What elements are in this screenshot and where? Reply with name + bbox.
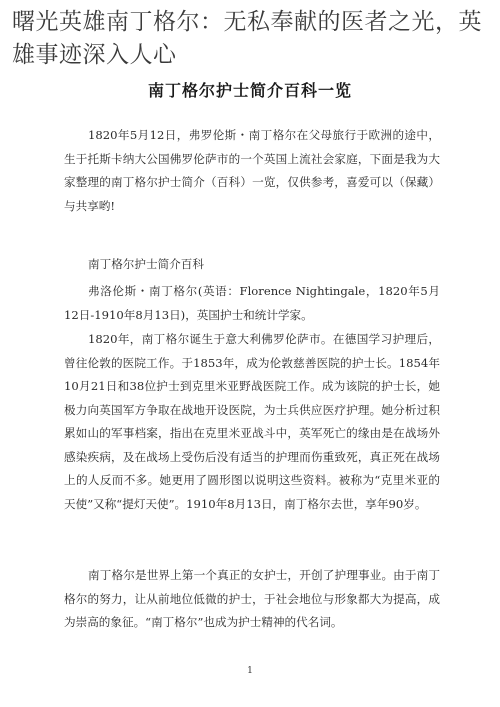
intro-paragraph: 1820年5月12日，弗罗伦斯・南丁格尔在父母旅行于欧洲的途中，生于托斯卡纳大公国佛罗伦萨市的一个英国上流社会家庭，下面是我为大家整理的南丁格尔护士简介（百科）一览，仅供参考，喜爱可以（保藏）与共享哟! <box>64 128 440 213</box>
section-heading: 南丁格尔护士简介百科 <box>88 257 204 271</box>
document-page <box>0 76 500 707</box>
biography-paragraph: 1820年，南丁格尔诞生于意大利佛罗伦萨市。在德国学习护理后，曾往伦敦的医院工作。于1853年，成为伦敦慈善医院的护士长。1854年10月21日和38位护士到克里米亚野战医院工作。成为该院的护士长，她极力向英国军方争取在战地开设医院，为士兵供应医疗护理。她分析过积累如山的军事档案，指出在克里米亚战斗中，英军死亡的缘由是在战场外感染疾病，及在战场上受伤后没有适当的护理而伤重致死，真正死在战场上的人反而不多。她更用了圆形图以说明这些资料。被称为“克里米亚的天使”又称“提灯天使”。1910年8月13日，南丁格尔去世，享年90岁。 <box>64 332 440 511</box>
document-title: 南丁格尔护士简介百科一览 <box>147 81 352 100</box>
definition-paragraph: 弗洛伦斯・南丁格尔(英语：Florence Nightingale，1820年5月12日-1910年8月13日)，英国护士和统计学家。 <box>64 284 440 322</box>
page-number: 1 <box>247 666 253 676</box>
article-headline: 曙光英雄南丁格尔：无私奉献的医者之光，英雄事迹深入人心 <box>12 9 482 68</box>
legacy-paragraph: 南丁格尔是世界上第一个真正的女护士，开创了护理事业。由于南丁格尔的努力，让从前地位低微的护士，于社会地位与形象都大为提高，成为崇高的象征。“南丁格尔”也成为护士精神的代名词。 <box>64 568 440 629</box>
